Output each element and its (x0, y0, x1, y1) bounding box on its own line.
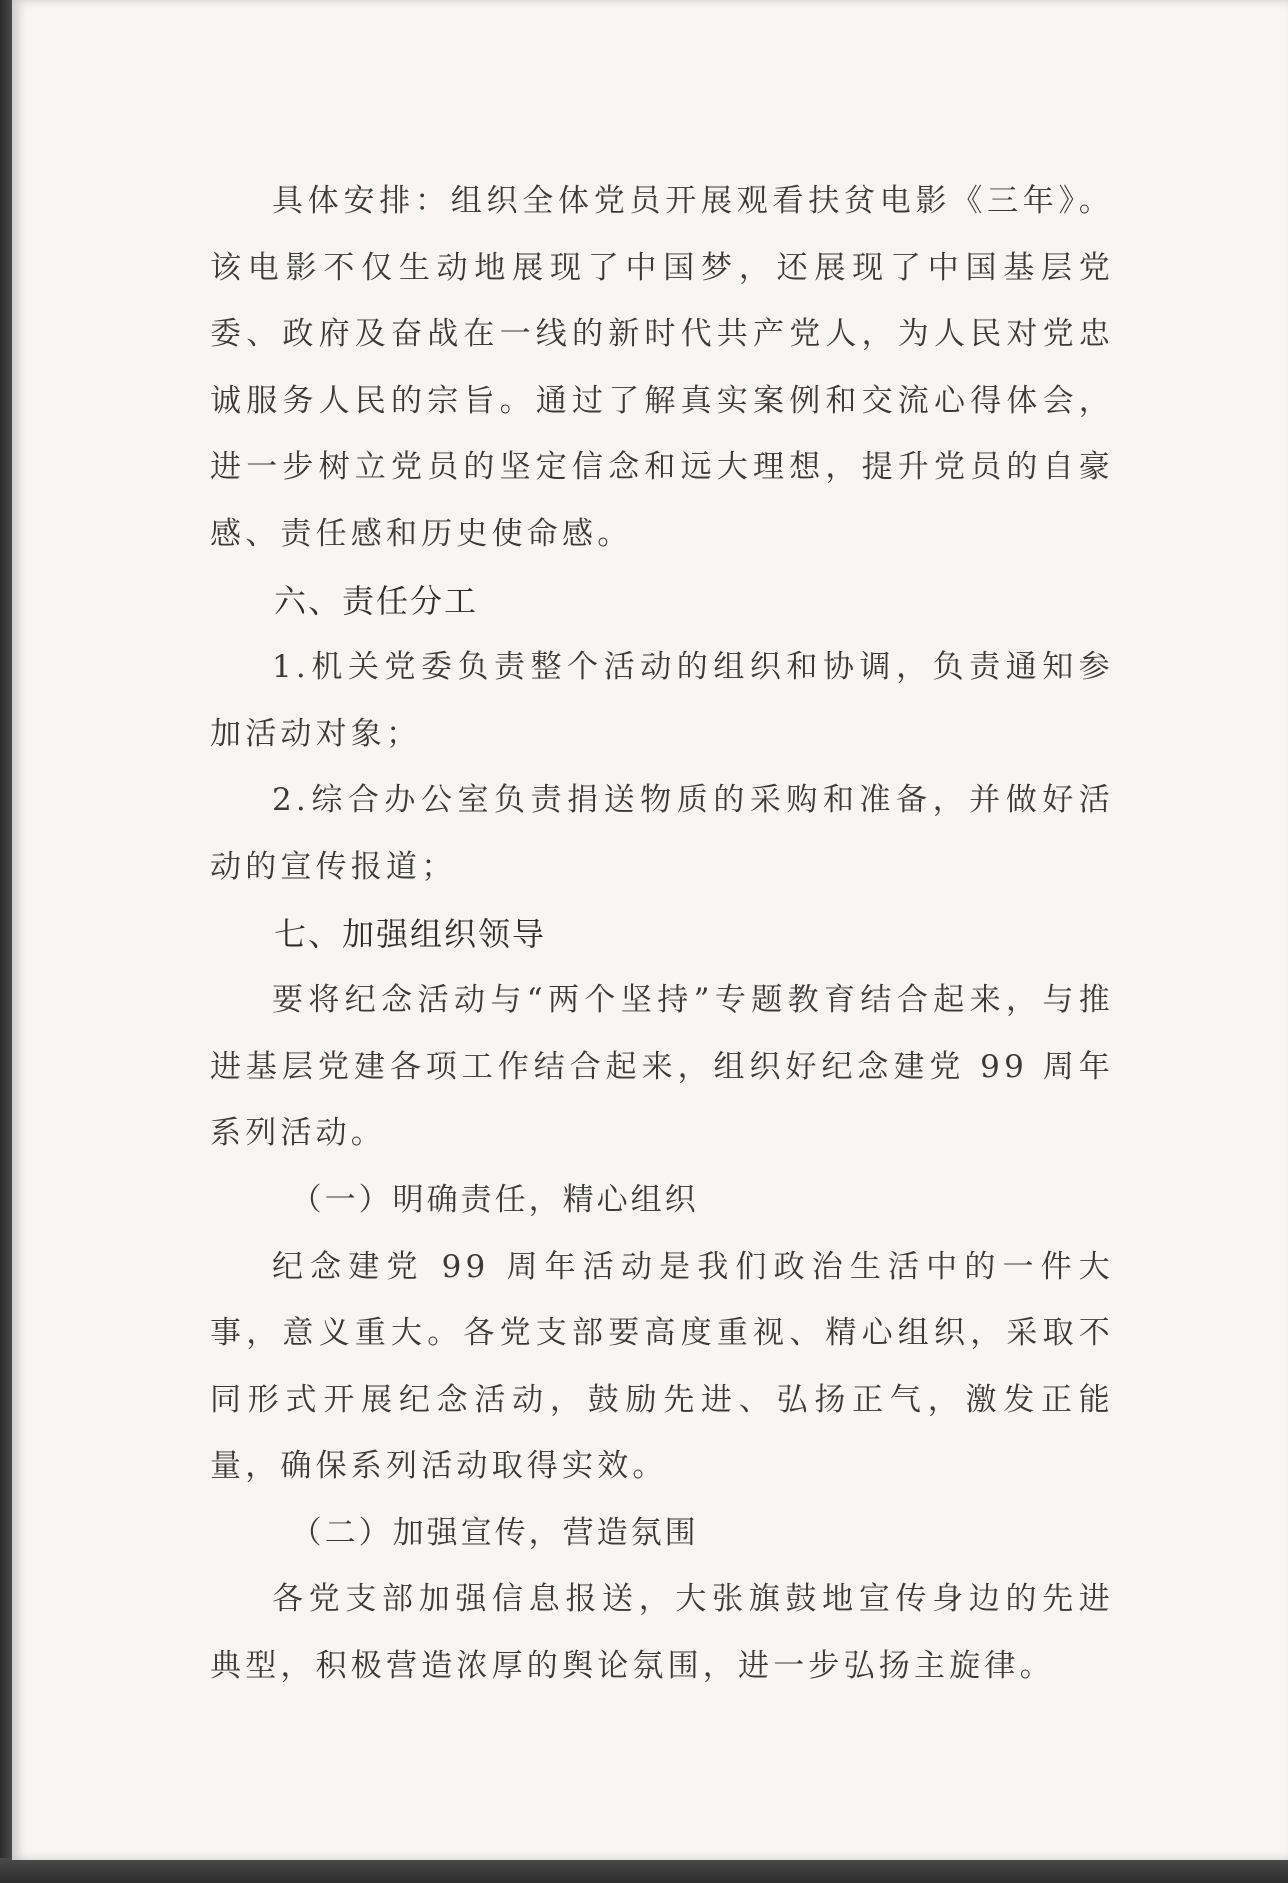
paragraph-clear-responsibility: 纪念建党 99 周年活动是我们政治生活中的一件大事，意义重大。各党支部要高度重视、精心组织，采取不同形式开展纪念活动，鼓励先进、弘扬正气，激发正能量，确保系列活动取得实效。 (210, 1248, 1114, 1485)
paragraph-publicity: 各党支部加强信息报送，大张旗鼓地宣传身边的先进典型，积极营造浓厚的舆论氛围，进一步弘扬主旋律。 (210, 1581, 1114, 1685)
section-heading-responsibilities: 六、责任分工 (274, 581, 479, 620)
backdrop-bottom-edge (0, 1858, 1288, 1883)
backdrop-left-edge (0, 0, 12, 1883)
subheading-clear-responsibility: （一）明确责任，精心组织 (290, 1181, 699, 1218)
paragraph-item-1: 1.机关党委负责整个活动的组织和协调，负责通知参加活动对象； (210, 649, 1114, 752)
paragraph-arrangement: 具体安排：组织全体党员开展观看扶贫电影《三年》。该电影不仅生动地展现了中国梦，还展现了中国基层党委、政府及奋战在一线的新时代共产党人，为人民对党忠诚服务人民的宗旨。通过了解真实案例和交流心得体会，进一步树立党员的坚定信念和远大理想，提升党员的自豪感、责任感和历史使命感。 (210, 183, 1114, 552)
paragraph-item-2: 2.综合办公室负责捐送物质的采购和准备，并做好活动的宣传报道； (210, 782, 1114, 885)
document-page (12, 0, 1288, 1860)
section-heading-leadership: 七、加强组织领导 (274, 914, 547, 953)
paragraph-leadership-intro: 要将纪念活动与“两个坚持”专题教育结合起来，与推进基层党建各项工作结合起来，组织好纪念建党 99 周年系列活动。 (210, 982, 1114, 1152)
subheading-publicity: （二）加强宣传，营造氛围 (290, 1514, 699, 1551)
document-body (210, 168, 1114, 1700)
